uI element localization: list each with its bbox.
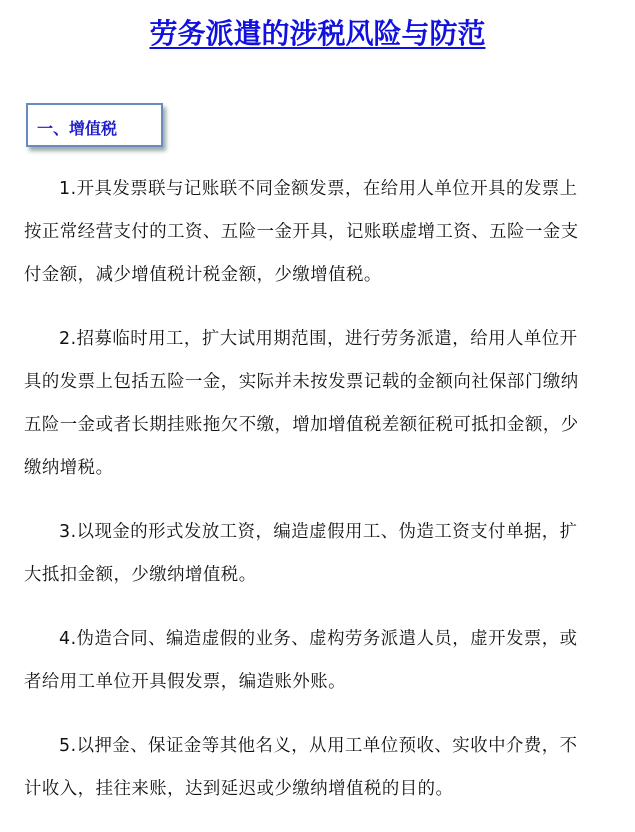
paragraph-line: 1.开具发票联与记账联不同金额发票，在给用人单位开具的发票上 (59, 179, 578, 199)
section-heading-box (26, 103, 163, 147)
paragraph (24, 168, 624, 297)
paragraph-line: 3.以现金的形式发放工资，编造虚假用工、伪造工资支付单据，扩 (59, 522, 578, 542)
paragraph-line: 五险一金或者长期挂账拖欠不缴，增加增值税差额征税可抵扣金额，少 (24, 415, 579, 435)
page-title-text: 劳务派遣的涉税风险与防范 (149, 17, 486, 50)
paragraph (24, 511, 624, 597)
paragraph (24, 725, 624, 811)
paragraph-line: 按正常经营支付的工资、五险一金开具，记账联虚增工资、五险一金支 (24, 222, 579, 242)
paragraph-line: 计收入，挂往来账，达到延迟或少缴纳增值税的目的。 (24, 779, 454, 799)
paragraph-line: 者给用工单位开具假发票，编造账外账。 (24, 672, 347, 692)
paragraph-line: 付金额，减少增值税计税金额，少缴增值税。 (24, 265, 382, 285)
page-title (0, 12, 635, 52)
section-heading: 一、增值税 (37, 119, 118, 138)
paragraph-line: 2.招募临时用工，扩大试用期范围，进行劳务派遣，给用人单位开 (59, 329, 578, 349)
paragraph (24, 618, 624, 704)
paragraph (24, 318, 624, 490)
paragraph-line: 4.伪造合同、编造虚假的业务、虚构劳务派遣人员，虚开发票，或 (59, 629, 578, 649)
paragraph-line: 5.以押金、保证金等其他名义，从用工单位预收、实收中介费，不 (59, 736, 578, 756)
paragraph-line: 大抵扣金额，少缴纳增值税。 (24, 565, 257, 585)
article-body (24, 168, 624, 832)
paragraph-line: 缴纳增税。 (24, 458, 114, 478)
paragraph-line: 具的发票上包括五险一金，实际并未按发票记载的金额向社保部门缴纳 (24, 372, 579, 392)
